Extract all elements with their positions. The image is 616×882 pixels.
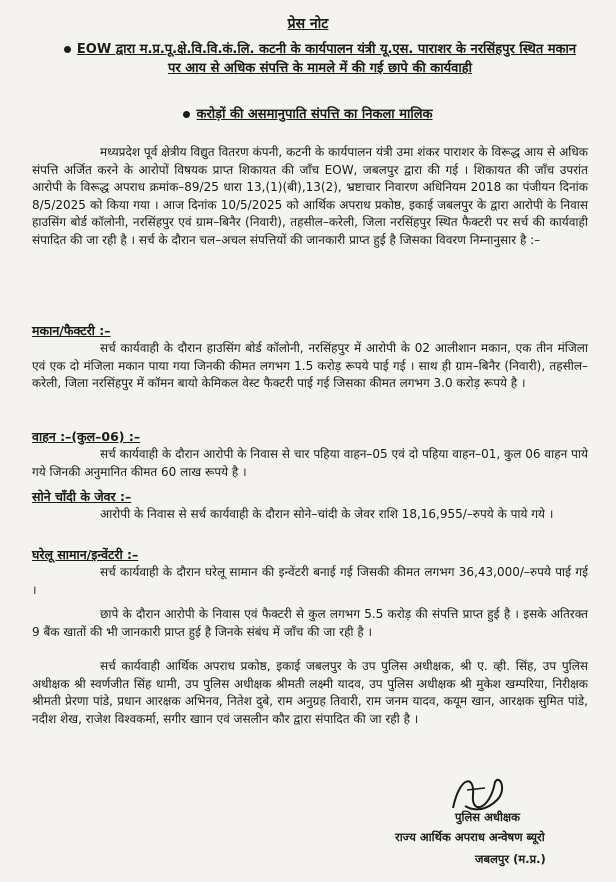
subheadline-text: करोड़ों की असमानुपाति संपत्ति का निकला मालिक <box>196 107 433 122</box>
summary-paragraph: छापे के दौरान आरोपी के निवास एवं फैक्टरी से कुल लगभग 5.5 करोड़ की संपत्ति प्राप्त हुई है । इसके अतिरक्त 9 बैंक खातों की भी जानकारी प्राप्त हुई है जिनके संबंध में जाँच की जा रही है । <box>32 607 588 639</box>
intro-paragraph: मध्यप्रदेश पूर्व क्षेत्रीय विद्युत वितरण कंपनी, कटनी के कार्यपालन यंत्री उमा शंकर पाराशर के विरूद्ध आय से अधिक संपत्ति अर्जित करने के आरोपों विषयक प्राप्त शिकायत की जाँच EOW, जबलपुर द्वारा की गई । शिकायत की जाँच उपरांत आरोपी के विरूद्ध अपराध क्रमांक–89/25 धारा 13,(1)(बी),13(2), भ्रष्टाचार निवारण अधिनियम 2018 का पंजीयन दिनांक 8/5/2025 को किया गया । आज दिनांक 10/5/2025 को आर्थिक अपराध प्रकोष्ठ, इकाई जबलपुर के द्वारा आरोपी के निवास हाउसिंग बोर्ड कॉलोनी, नरसिंहपुर एवं ग्राम–बिनैर (निवारी), तहसील–करेली, जिला नरसिंहपुर स्थित फैक्टरी पर सर्च की कार्यवाही संपादित की जा रही है । सर्च के दौरान चल–अचल संपत्तियों की जानकारी प्राप्त हुई है जिसका विवरण निम्नानुसार है :– <box>32 145 588 247</box>
section-household-title: घरेलू सामान/इन्वेंटरी :– <box>32 547 139 562</box>
bullet-icon <box>64 46 71 53</box>
section-gold-title: सोने चाँदी के जेवर :– <box>32 489 132 504</box>
bullet-icon <box>183 111 190 118</box>
signature-block <box>395 770 610 880</box>
section-house-title: मकान/फैक्टरी :– <box>32 323 111 338</box>
section-vehicle-text: सर्च कार्यवाही के दौरान आरोपी के निवास से चार पहिया वाहन–05 एवं दो पहिया वाहन–01, कुल 06 वाहन पाये गये जिनकी अनुमानित कीमत 60 लाख रूपये है । <box>32 447 588 479</box>
signature-place: जबलपुर (म.प्र.) <box>475 852 546 866</box>
document-title: प्रेस नोट <box>287 16 329 32</box>
team-paragraph: सर्च कार्यवाही आर्थिक अपराध प्रकोष्ठ, इकाई जबलपुर के उप पुलिस अधीक्षक, श्री ए. व्ही. सिंह, उप पुलिस अधीक्षक श्री स्वर्णजीत सिंह धामी, उप पुलिस अधीक्षक श्रीमती लक्ष्मी यादव, उप पुलिस अधीक्षक श्री मुकेश खम्परिया, निरीक्षक श्रीमती प्रेरणा पांडे, प्रधान आरक्षक अभिनव, नितेश दुबे, राम अनुग्रह तिवारी, राम जनम यादव, कयूम खान, आरक्षक सुमित पांडे, नदीश शेख, राजेश विश्वकर्मा, सगीर खाान एवं जसलीन कौर द्वारा संपादित की जा रही है । <box>32 659 588 726</box>
subheadline <box>0 104 616 122</box>
section-gold-text: आरोपी के निवास से सर्च कार्यवाही के दौरान सोने–चांदी के जेवर राशि 18,16,955/–रुपये के पाये गये । <box>100 507 554 521</box>
section-vehicle-title: वाहन :–(कुल–06) :– <box>32 429 141 444</box>
section-house-text: सर्च कार्यवाही के दौरान हाउसिंग बोर्ड कॉलोनी, नरसिंहपुर में आरोपी के 02 आलीशान मकान, एक तीन मंजिला एवं एक दो मंजिला मकान पाया गया जिनकी कीमत लगभग 1.5 करोड़ रूपये पाई गई । साथ ही ग्राम–बिनैर (निवारी), तहसील–करेली, जिला नरसिंहपुर में कॉमन बायो केमिकल वेस्ट फैक्टरी पाई गई जिसका कीमत लगभग 3.0 करोड़ रूपये है । <box>32 341 588 390</box>
signature-office: राज्य आर्थिक अपराध अन्वेषण ब्यूरो <box>395 830 545 844</box>
signature-title: पुलिस अधीक्षक <box>455 810 520 824</box>
headline <box>60 40 580 78</box>
section-household-text: सर्च कार्यवाही के दौरान घरेलू सामान की इन्वेंटरी बनाई गई जिसकी कीमत लगभग 36,43,000/–रुपये पाई गई । <box>32 565 588 597</box>
headline-text: EOW द्वारा म.प्र.पू.क्षे.वि.वि.कं.लि. कटनी के कार्यपालन यंत्री यू.एस. पाराशर के नरसिंहपुर स्थित मकान पर आय से अधिक संपत्ति के मामले में की गई छापे की कार्यवाही <box>76 42 577 76</box>
